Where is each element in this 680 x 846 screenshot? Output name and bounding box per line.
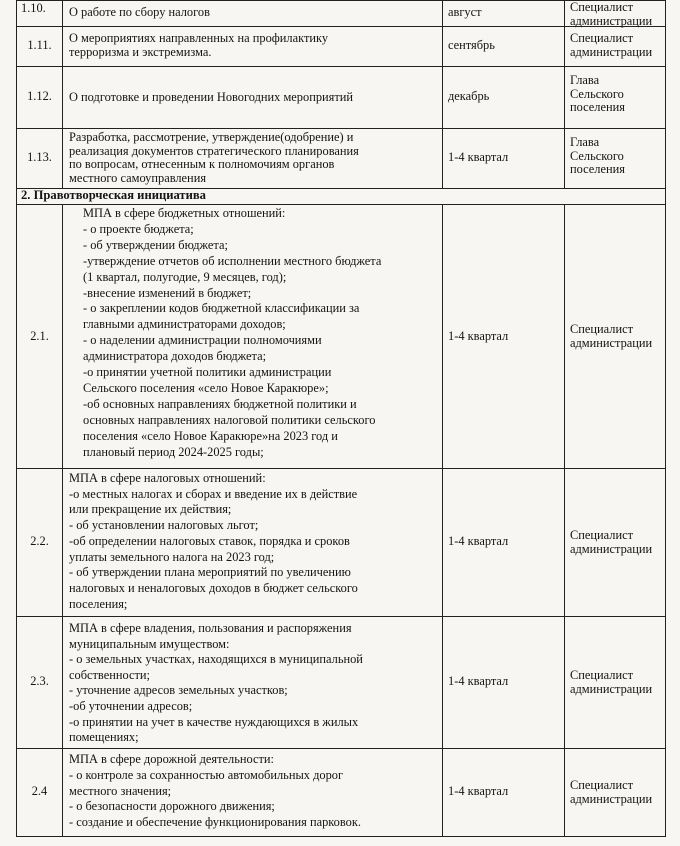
table-row (16, 205, 666, 469)
row-period: 1-4 квартал (442, 128, 564, 188)
row-text: МПА в сфере налоговых отношений: -о местных налогах и сборах и введение их в действие или прекращение их действия; - об установлении налоговых льгот; -об определении налоговых ставок, порядка и сроков уплаты земельного налога на 2023 год; - об утверждении плана мероприятий по увеличению налоговых и неналоговых доходов в бюджет сельского поселения; (62, 468, 442, 616)
row-text: МПА в сфере бюджетных отношений: - о проекте бюджета; - об утверждении бюджета; -утверждение отчетов об исполнении местного бюджета (1 квартал, полугодие, 9 месяцев, год); -внесение изменений в бюджет; - о закреплении кодов бюджетной классификации за главными администраторами доходов; - о наделении администрации полномочиями администратора доходов бюджета; -о принятии учетной политики администрации Сельского поселения «село Новое Каракюре»; -об основных направлениях бюджетной политики и основных направлениях налоговой политики сельского поселения «село Новое Каракюре»на 2023 год и плановый период 2024-2025 годы; (62, 205, 442, 468)
row-text: О мероприятиях направленных на профилактику терроризма и экстремизма. (62, 26, 442, 66)
row-text: МПА в сфере дорожной деятельности: - о контроле за сохранностью автомобильных дорог местного значения; - о безопасности дорожного движения; - создание и обеспечение функционирования парковок. (62, 748, 442, 836)
row-number: 2.4 (16, 748, 62, 836)
row-number: 1.10. (16, 0, 62, 26)
table-row (16, 26, 666, 67)
row-period: 1-4 квартал (442, 468, 564, 616)
row-period: сентябрь (442, 26, 564, 66)
section-heading: 2. Правотворческая инициатива (16, 188, 666, 205)
row-responsible: Специалист администрации (564, 205, 666, 468)
row-responsible: Специалист администрации (564, 468, 666, 616)
row-responsible: Специалист администрации (564, 26, 666, 66)
table-row (16, 0, 666, 27)
row-number: 1.12. (16, 66, 62, 128)
row-number: 2.2. (16, 468, 62, 616)
row-period: август (442, 0, 564, 26)
row-responsible: Глава Сельского поселения (564, 66, 666, 128)
row-text: Разработка, рассмотрение, утверждение(одобрение) и реализация документов стратегического планирования по вопросам, отнесенным к полномочиям органов местного самоуправления (62, 128, 442, 188)
row-text: О работе по сбору налогов (62, 0, 442, 26)
row-number: 1.13. (16, 128, 62, 188)
row-responsible: Глава Сельского поселения (564, 128, 666, 188)
table-row (16, 128, 666, 189)
table-row (16, 468, 666, 617)
row-period: декабрь (442, 66, 564, 128)
row-number: 1.11. (16, 26, 62, 66)
table-row (16, 748, 666, 837)
row-number: 2.3. (16, 616, 62, 748)
table-row (16, 616, 666, 749)
row-period: 1-4 квартал (442, 748, 564, 836)
row-number: 2.1. (16, 205, 62, 468)
row-text: О подготовке и проведении Новогодних мероприятий (62, 66, 442, 128)
row-responsible: Специалист администрации (564, 748, 666, 836)
table-row (16, 66, 666, 129)
row-period: 1-4 квартал (442, 616, 564, 748)
row-text: МПА в сфере владения, пользования и распоряжения муниципальным имуществом: - о земельных участках, находящихся в муниципальной собственности; - уточнение адресов земельных участков; -об уточнении адресов; -о принятии на учет в качестве нуждающихся в жилых помещениях; (62, 616, 442, 748)
row-responsible: Специалист администрации (564, 0, 666, 26)
row-period: 1-4 квартал (442, 205, 564, 468)
row-responsible: Специалист администрации (564, 616, 666, 748)
